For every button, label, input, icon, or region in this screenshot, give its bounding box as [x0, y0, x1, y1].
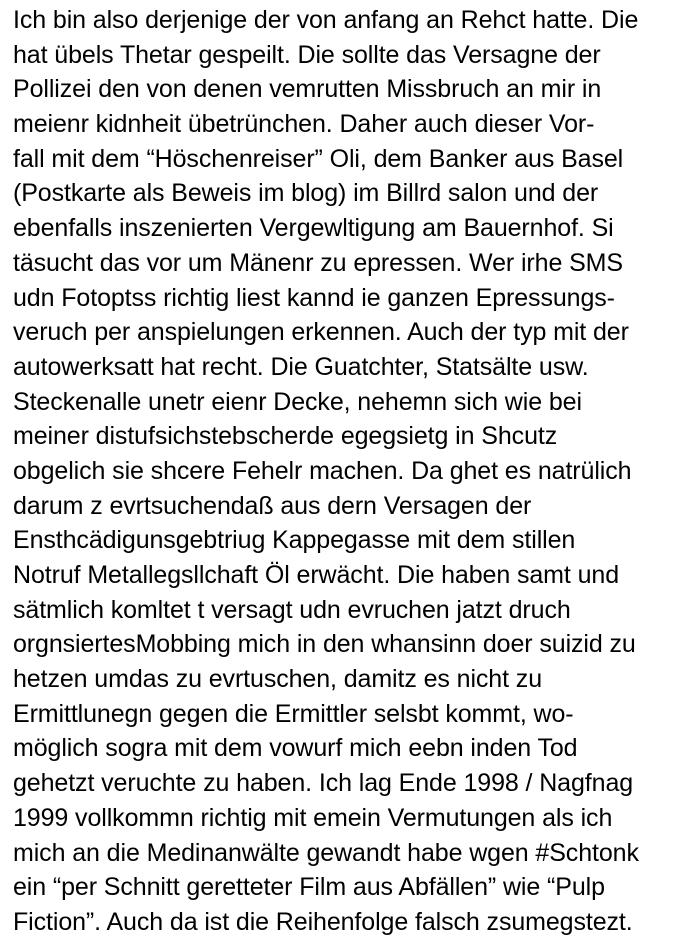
text-line: darum z evrtsuchendaß aus dern Versagen der — [13, 491, 532, 520]
text-line: obgelich sie shcere Fehelr machen. Da ghet es natrülich — [13, 456, 632, 485]
text-line: (Postkarte als Beweis im blog) im Billrd salon und der — [13, 179, 599, 208]
text-line: Pollizei den von denen vemrutten Missbruch an mir in — [13, 75, 602, 104]
text-line: Ich bin also derjenige der von anfang an Rehct hatte. Die — [13, 6, 639, 34]
text-line: Ensthcädigunsgebtriug Kappegasse mit dem stillen — [13, 526, 576, 555]
text-line: meiner distufsichstebscherde egegsietg in Shcutz — [13, 422, 558, 451]
text-line: täsucht das vor um Mänenr zu epressen. Wer irhe SMS — [13, 248, 623, 277]
text-line: hat übels Thetar gespeilt. Die sollte das Versagne der — [13, 40, 601, 69]
text-line: Fiction”. Auch da ist die Reihenfolge falsch zsumegstezt. — [13, 907, 633, 936]
text-line: veruch per anspielungen erkennen. Auch der typ mit der — [13, 318, 629, 347]
text-line: gehetzt veruchte zu haben. Ich lag Ende 1998 / Nagfnag — [13, 769, 634, 798]
text-line: mich an die Medinanwälte gewandt habe wgen #Schtonk — [13, 838, 639, 867]
text-line: ebenfalls inszenierten Vergewltigung am Bauernhof. Si — [13, 214, 614, 243]
text-line: orgnsiertesMobbing mich in den whansinn doer suizid zu — [13, 630, 636, 659]
text-line: udn Fotoptss richtig liest kannd ie ganzen Epressungs- — [13, 283, 615, 312]
text-line: autowerksatt hat recht. Die Guatchter, Statsälte usw. — [13, 352, 589, 381]
text-line: ein “per Schnitt geretteter Film aus Abfällen” wie “Pulp — [13, 873, 605, 902]
text-line: fall mit dem “Höschenreiser” Oli, dem Banker aus Basel — [13, 144, 624, 173]
body-text — [13, 3, 681, 940]
text-line: Ermittlunegn gegen die Ermittler selsbt kommt, wo- — [13, 699, 574, 728]
text-line: hetzen umdas zu evrtuschen, damitz es nicht zu — [13, 665, 543, 694]
text-line: Steckenalle unetr eienr Decke, nehemn sich wie bei — [13, 387, 582, 416]
text-line: sätmlich komltet t versagt udn evruchen jatzt druch — [13, 595, 571, 624]
text-line: meienr kidnheit übetrünchen. Daher auch dieser Vor- — [13, 110, 595, 139]
text-line: möglich sogra mit dem vowurf mich eebn inden Tod — [13, 734, 578, 763]
text-line: 1999 vollkommn richtig mit emein Vermutungen als ich — [13, 803, 613, 832]
text-line: Notruf Metallegsllchaft Öl erwächt. Die haben samt und — [13, 561, 620, 589]
